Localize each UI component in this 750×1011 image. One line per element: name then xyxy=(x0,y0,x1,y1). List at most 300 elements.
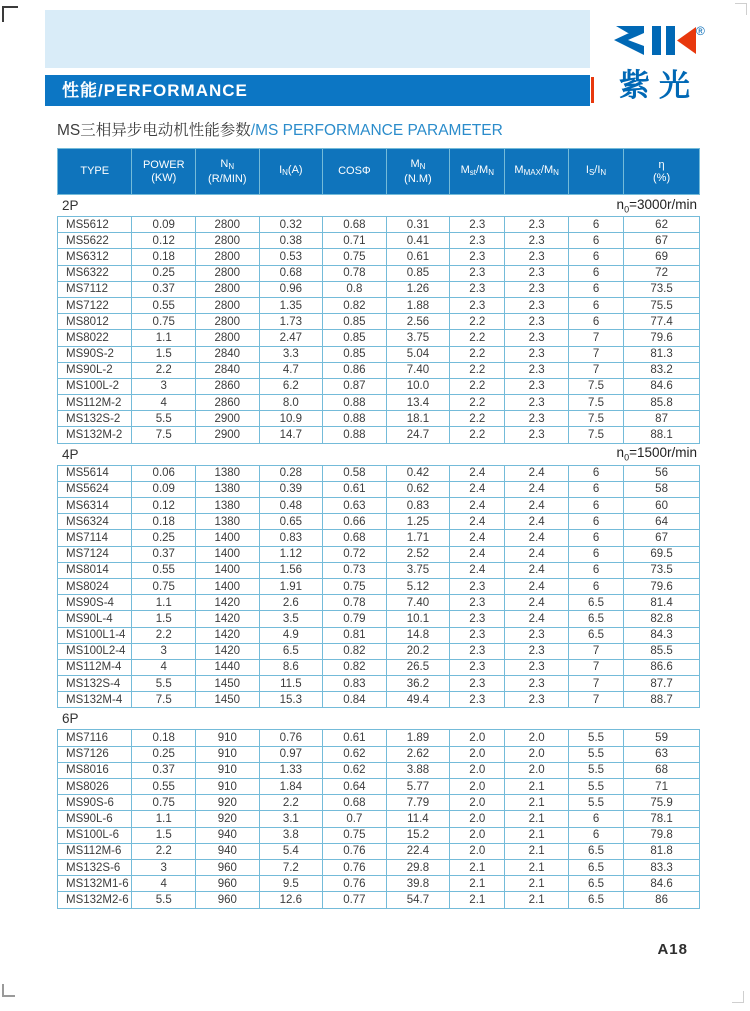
value-cell: 1400 xyxy=(196,530,260,546)
type-cell: MS132S-6 xyxy=(58,859,132,875)
table-row xyxy=(58,498,700,514)
value-cell: 56 xyxy=(624,465,700,481)
value-cell: 2.1 xyxy=(505,779,569,795)
value-cell: 0.8 xyxy=(323,281,387,297)
speed-note-part: n xyxy=(616,445,625,461)
section-label: 6P xyxy=(62,711,79,727)
value-cell: 0.81 xyxy=(323,627,387,643)
type-cell: MS112M-2 xyxy=(58,395,132,411)
value-cell: 0.82 xyxy=(323,643,387,659)
type-cell: MS8026 xyxy=(58,779,132,795)
performance-table xyxy=(57,148,700,909)
value-cell: 960 xyxy=(196,892,260,908)
column-header-0 xyxy=(58,149,132,195)
value-cell: 2.0 xyxy=(450,811,505,827)
value-cell: 2.3 xyxy=(505,692,569,708)
value-cell: 6 xyxy=(568,498,623,514)
value-cell: 6.5 xyxy=(568,859,623,875)
value-cell: 3 xyxy=(132,643,196,659)
table-row xyxy=(58,465,700,481)
value-cell: 5.12 xyxy=(386,578,450,594)
type-cell: MS132M1-6 xyxy=(58,876,132,892)
value-cell: 1.35 xyxy=(259,297,323,313)
value-cell: 2.2 xyxy=(450,411,505,427)
value-cell: 0.25 xyxy=(132,746,196,762)
value-cell: 0.55 xyxy=(132,562,196,578)
value-cell: 13.4 xyxy=(386,395,450,411)
value-cell: 0.63 xyxy=(323,498,387,514)
value-cell: 2.3 xyxy=(450,595,505,611)
header-line xyxy=(450,164,504,179)
value-cell: 2.3 xyxy=(505,314,569,330)
type-cell: MS7112 xyxy=(58,281,132,297)
value-cell: 2.3 xyxy=(505,378,569,394)
type-cell: MS5612 xyxy=(58,217,132,233)
value-cell: 0.31 xyxy=(386,217,450,233)
value-cell: 3.1 xyxy=(259,811,323,827)
type-cell: MS90S-4 xyxy=(58,595,132,611)
value-cell: 71 xyxy=(624,779,700,795)
value-cell: 4 xyxy=(132,395,196,411)
header-text: (R/MIN) xyxy=(208,172,247,185)
value-cell: 2.3 xyxy=(450,297,505,313)
value-cell: 67 xyxy=(624,530,700,546)
header-text: I xyxy=(585,164,589,176)
zik-logo-icon xyxy=(604,24,708,62)
value-cell: 0.85 xyxy=(323,314,387,330)
value-cell: 1420 xyxy=(196,595,260,611)
value-cell: 0.62 xyxy=(323,762,387,778)
value-cell: 2800 xyxy=(196,233,260,249)
value-cell: 1400 xyxy=(196,546,260,562)
scan-corner-mark-top-right xyxy=(735,3,747,15)
brand-name-chinese: 紫光 xyxy=(619,68,699,103)
header-line xyxy=(260,164,323,179)
header-line xyxy=(196,158,259,173)
value-cell: 4.9 xyxy=(259,627,323,643)
type-cell: MS132S-2 xyxy=(58,411,132,427)
value-cell: 2.3 xyxy=(505,346,569,362)
section-banner xyxy=(45,75,590,106)
value-cell: 6.5 xyxy=(568,843,623,859)
value-cell: 2.2 xyxy=(132,362,196,378)
type-cell: MS8024 xyxy=(58,578,132,594)
table-row xyxy=(58,330,700,346)
table-row xyxy=(58,546,700,562)
value-cell: 0.18 xyxy=(132,730,196,746)
value-cell: 2.2 xyxy=(450,378,505,394)
value-cell: 2.3 xyxy=(450,217,505,233)
value-cell: 0.37 xyxy=(132,762,196,778)
value-cell: 87 xyxy=(624,411,700,427)
value-cell: 7.5 xyxy=(568,411,623,427)
type-cell: MS6312 xyxy=(58,249,132,265)
document-title-english: /MS PERFORMANCE PARAMETER xyxy=(250,122,503,139)
value-cell: 7 xyxy=(568,330,623,346)
value-cell: 1400 xyxy=(196,578,260,594)
value-cell: 10.1 xyxy=(386,611,450,627)
value-cell: 8.6 xyxy=(259,659,323,675)
value-cell: 15.2 xyxy=(386,827,450,843)
value-cell: 6 xyxy=(568,827,623,843)
value-cell: 14.7 xyxy=(259,427,323,443)
document-title xyxy=(57,118,503,140)
value-cell: 0.75 xyxy=(132,314,196,330)
value-cell: 0.87 xyxy=(323,378,387,394)
type-cell: MS6314 xyxy=(58,498,132,514)
value-cell: 7.79 xyxy=(386,795,450,811)
value-cell: 5.5 xyxy=(132,676,196,692)
value-cell: 1.73 xyxy=(259,314,323,330)
value-cell: 0.62 xyxy=(323,746,387,762)
value-cell: 62 xyxy=(624,217,700,233)
value-cell: 5.5 xyxy=(568,795,623,811)
value-cell: 6 xyxy=(568,233,623,249)
value-cell: 4 xyxy=(132,876,196,892)
value-cell: 1.5 xyxy=(132,611,196,627)
value-cell: 2.0 xyxy=(505,762,569,778)
value-cell: 2.47 xyxy=(259,330,323,346)
value-cell: 2.3 xyxy=(505,297,569,313)
header-text: POWER xyxy=(142,158,185,171)
value-cell: 2.4 xyxy=(505,546,569,562)
value-cell: 6 xyxy=(568,281,623,297)
speed-note-part: =3000r/min xyxy=(629,196,697,212)
value-cell: 0.66 xyxy=(323,514,387,530)
value-cell: 6 xyxy=(568,546,623,562)
value-cell: 2.3 xyxy=(505,249,569,265)
value-cell: 2.3 xyxy=(505,643,569,659)
type-cell: MS6322 xyxy=(58,265,132,281)
value-cell: 1.84 xyxy=(259,779,323,795)
value-cell: 77.4 xyxy=(624,314,700,330)
table-row xyxy=(58,692,700,708)
header-text: (N.M) xyxy=(404,172,432,185)
header-line xyxy=(58,165,131,178)
value-cell: 1.88 xyxy=(386,297,450,313)
value-cell: 79.6 xyxy=(624,578,700,594)
value-cell: 3.88 xyxy=(386,762,450,778)
value-cell: 2.3 xyxy=(450,249,505,265)
value-cell: 0.18 xyxy=(132,249,196,265)
value-cell: 0.83 xyxy=(323,676,387,692)
value-cell: 6 xyxy=(568,217,623,233)
value-cell: 1.5 xyxy=(132,346,196,362)
value-cell: 0.76 xyxy=(323,843,387,859)
value-cell: 2840 xyxy=(196,362,260,378)
value-cell: 6 xyxy=(568,578,623,594)
value-cell: 6 xyxy=(568,481,623,497)
table-row xyxy=(58,362,700,378)
value-cell: 59 xyxy=(624,730,700,746)
type-cell: MS90L-2 xyxy=(58,362,132,378)
section-label: 4P xyxy=(62,446,79,462)
table-row xyxy=(58,281,700,297)
type-cell: MS90S-6 xyxy=(58,795,132,811)
value-cell: 0.32 xyxy=(259,217,323,233)
value-cell: 0.68 xyxy=(323,530,387,546)
value-cell: 6 xyxy=(568,811,623,827)
value-cell: 2.4 xyxy=(450,514,505,530)
type-cell: MS8016 xyxy=(58,762,132,778)
value-cell: 2.3 xyxy=(450,578,505,594)
value-cell: 940 xyxy=(196,843,260,859)
value-cell: 78.1 xyxy=(624,811,700,827)
value-cell: 7 xyxy=(568,362,623,378)
header-subscript: st xyxy=(469,168,476,177)
value-cell: 2.4 xyxy=(505,498,569,514)
section-header-4p xyxy=(57,444,700,465)
type-cell: MS5614 xyxy=(58,465,132,481)
value-cell: 79.6 xyxy=(624,330,700,346)
value-cell: 5.5 xyxy=(568,730,623,746)
value-cell: 1420 xyxy=(196,627,260,643)
header-line xyxy=(387,158,450,173)
type-cell: MS90L-6 xyxy=(58,811,132,827)
table-row xyxy=(58,378,700,394)
value-cell: 18.1 xyxy=(386,411,450,427)
value-cell: 0.86 xyxy=(323,362,387,378)
value-cell: 1440 xyxy=(196,659,260,675)
value-cell: 0.83 xyxy=(259,530,323,546)
value-cell: 0.96 xyxy=(259,281,323,297)
header-text: M xyxy=(460,164,470,176)
value-cell: 2.4 xyxy=(450,498,505,514)
value-cell: 0.84 xyxy=(323,692,387,708)
value-cell: 2.4 xyxy=(505,562,569,578)
value-cell: 2800 xyxy=(196,217,260,233)
value-cell: 2.3 xyxy=(450,692,505,708)
type-cell: MS7116 xyxy=(58,730,132,746)
value-cell: 83.3 xyxy=(624,859,700,875)
value-cell: 2.2 xyxy=(450,362,505,378)
header-subscript: N xyxy=(553,168,559,177)
value-cell: 6 xyxy=(568,314,623,330)
value-cell: 2800 xyxy=(196,297,260,313)
value-cell: 920 xyxy=(196,795,260,811)
value-cell: 2800 xyxy=(196,330,260,346)
value-cell: 0.71 xyxy=(323,233,387,249)
value-cell: 10.0 xyxy=(386,378,450,394)
column-header-3 xyxy=(259,149,323,195)
value-cell: 2.1 xyxy=(450,876,505,892)
type-cell: MS7124 xyxy=(58,546,132,562)
value-cell: 0.25 xyxy=(132,265,196,281)
value-cell: 910 xyxy=(196,746,260,762)
value-cell: 0.55 xyxy=(132,779,196,795)
value-cell: 2.0 xyxy=(450,795,505,811)
value-cell: 7 xyxy=(568,692,623,708)
value-cell: 12.6 xyxy=(259,892,323,908)
value-cell: 15.3 xyxy=(259,692,323,708)
value-cell: 88.7 xyxy=(624,692,700,708)
value-cell: 2.3 xyxy=(450,643,505,659)
value-cell: 79.8 xyxy=(624,827,700,843)
value-cell: 2.1 xyxy=(450,859,505,875)
header-line xyxy=(132,172,195,185)
value-cell: 2900 xyxy=(196,411,260,427)
table-row xyxy=(58,233,700,249)
value-cell: 0.82 xyxy=(323,659,387,675)
value-cell: 0.58 xyxy=(323,465,387,481)
speed-note-part: 0 xyxy=(624,452,630,463)
value-cell: 920 xyxy=(196,811,260,827)
value-cell: 6 xyxy=(568,530,623,546)
value-cell: 3.5 xyxy=(259,611,323,627)
type-cell: MS132S-4 xyxy=(58,676,132,692)
value-cell: 2860 xyxy=(196,378,260,394)
value-cell: 0.68 xyxy=(259,265,323,281)
value-cell: 2.4 xyxy=(505,514,569,530)
value-cell: 2.0 xyxy=(505,746,569,762)
header-subscript: N xyxy=(282,168,288,177)
column-header-7 xyxy=(505,149,569,195)
header-text: /M xyxy=(540,164,554,176)
value-cell: 10.9 xyxy=(259,411,323,427)
value-cell: 0.75 xyxy=(323,827,387,843)
value-cell: 88.1 xyxy=(624,427,700,443)
value-cell: 24.7 xyxy=(386,427,450,443)
column-header-5 xyxy=(386,149,450,195)
value-cell: 5.5 xyxy=(132,411,196,427)
value-cell: 0.75 xyxy=(132,578,196,594)
value-cell: 1.5 xyxy=(132,827,196,843)
value-cell: 2.4 xyxy=(505,481,569,497)
column-header-8 xyxy=(568,149,623,195)
value-cell: 2.3 xyxy=(450,611,505,627)
value-cell: 0.88 xyxy=(323,395,387,411)
value-cell: 0.39 xyxy=(259,481,323,497)
table-row xyxy=(58,762,700,778)
data-table-2p xyxy=(57,216,700,444)
value-cell: 2.4 xyxy=(450,465,505,481)
table-row xyxy=(58,843,700,859)
value-cell: 7.5 xyxy=(568,395,623,411)
banner-red-accent xyxy=(591,77,594,103)
value-cell: 0.72 xyxy=(323,546,387,562)
value-cell: 6 xyxy=(568,265,623,281)
table-row xyxy=(58,427,700,443)
value-cell: 7.5 xyxy=(568,378,623,394)
value-cell: 0.12 xyxy=(132,233,196,249)
value-cell: 1380 xyxy=(196,465,260,481)
value-cell: 2.56 xyxy=(386,314,450,330)
scan-corner-mark-bottom-left xyxy=(2,984,15,997)
value-cell: 7 xyxy=(568,346,623,362)
type-cell: MS112M-4 xyxy=(58,659,132,675)
value-cell: 60 xyxy=(624,498,700,514)
value-cell: 2.3 xyxy=(450,627,505,643)
type-cell: MS100L1-4 xyxy=(58,627,132,643)
value-cell: 2.3 xyxy=(450,659,505,675)
header-subscript: N xyxy=(419,161,426,171)
value-cell: 2.0 xyxy=(450,730,505,746)
value-cell: 2.4 xyxy=(505,611,569,627)
value-cell: 64 xyxy=(624,514,700,530)
value-cell: 2.2 xyxy=(450,346,505,362)
header-text: η xyxy=(658,158,665,171)
value-cell: 0.85 xyxy=(323,346,387,362)
synchronous-speed-note xyxy=(617,197,698,215)
value-cell: 1380 xyxy=(196,481,260,497)
value-cell: 2.1 xyxy=(505,892,569,908)
value-cell: 73.5 xyxy=(624,562,700,578)
value-cell: 1.89 xyxy=(386,730,450,746)
value-cell: 7.5 xyxy=(568,427,623,443)
value-cell: 2.4 xyxy=(450,530,505,546)
value-cell: 6 xyxy=(568,514,623,530)
scan-corner-mark-top-left xyxy=(2,6,18,22)
value-cell: 2.3 xyxy=(450,676,505,692)
value-cell: 0.55 xyxy=(132,297,196,313)
value-cell: 0.76 xyxy=(323,859,387,875)
table-row xyxy=(58,795,700,811)
value-cell: 2.2 xyxy=(450,427,505,443)
type-cell: MS5622 xyxy=(58,233,132,249)
value-cell: 0.78 xyxy=(323,265,387,281)
value-cell: 7.40 xyxy=(386,595,450,611)
value-cell: 6.2 xyxy=(259,378,323,394)
value-cell: 1420 xyxy=(196,643,260,659)
type-cell: MS7126 xyxy=(58,746,132,762)
value-cell: 1.91 xyxy=(259,578,323,594)
value-cell: 2.3 xyxy=(505,265,569,281)
value-cell: 1380 xyxy=(196,498,260,514)
value-cell: 0.88 xyxy=(323,411,387,427)
value-cell: 0.78 xyxy=(323,595,387,611)
header-subscript: S xyxy=(588,168,595,177)
value-cell: 0.61 xyxy=(323,730,387,746)
value-cell: 1.25 xyxy=(386,514,450,530)
value-cell: 2.62 xyxy=(386,746,450,762)
value-cell: 84.6 xyxy=(624,378,700,394)
value-cell: 1.12 xyxy=(259,546,323,562)
value-cell: 0.38 xyxy=(259,233,323,249)
value-cell: 0.37 xyxy=(132,281,196,297)
value-cell: 6 xyxy=(568,465,623,481)
value-cell: 940 xyxy=(196,827,260,843)
page-number: A18 xyxy=(657,941,688,958)
table-row xyxy=(58,892,700,908)
value-cell: 1.1 xyxy=(132,330,196,346)
header-subscript: N xyxy=(600,168,607,177)
value-cell: 2.2 xyxy=(132,627,196,643)
table-row xyxy=(58,876,700,892)
value-cell: 1450 xyxy=(196,692,260,708)
value-cell: 2.0 xyxy=(505,730,569,746)
value-cell: 0.68 xyxy=(323,217,387,233)
type-cell: MS7122 xyxy=(58,297,132,313)
value-cell: 81.8 xyxy=(624,843,700,859)
value-cell: 63 xyxy=(624,746,700,762)
value-cell: 0.75 xyxy=(132,795,196,811)
value-cell: 6.5 xyxy=(568,611,623,627)
value-cell: 7.5 xyxy=(132,427,196,443)
value-cell: 2900 xyxy=(196,427,260,443)
value-cell: 54.7 xyxy=(386,892,450,908)
value-cell: 2.6 xyxy=(259,595,323,611)
header-text: M xyxy=(410,157,420,170)
header-line xyxy=(323,165,386,178)
value-cell: 2.1 xyxy=(505,843,569,859)
value-cell: 0.61 xyxy=(323,481,387,497)
header-text: /M xyxy=(476,164,489,176)
value-cell: 87.7 xyxy=(624,676,700,692)
value-cell: 2.3 xyxy=(505,233,569,249)
value-cell: 0.73 xyxy=(323,562,387,578)
value-cell: 8.0 xyxy=(259,395,323,411)
table-row xyxy=(58,562,700,578)
